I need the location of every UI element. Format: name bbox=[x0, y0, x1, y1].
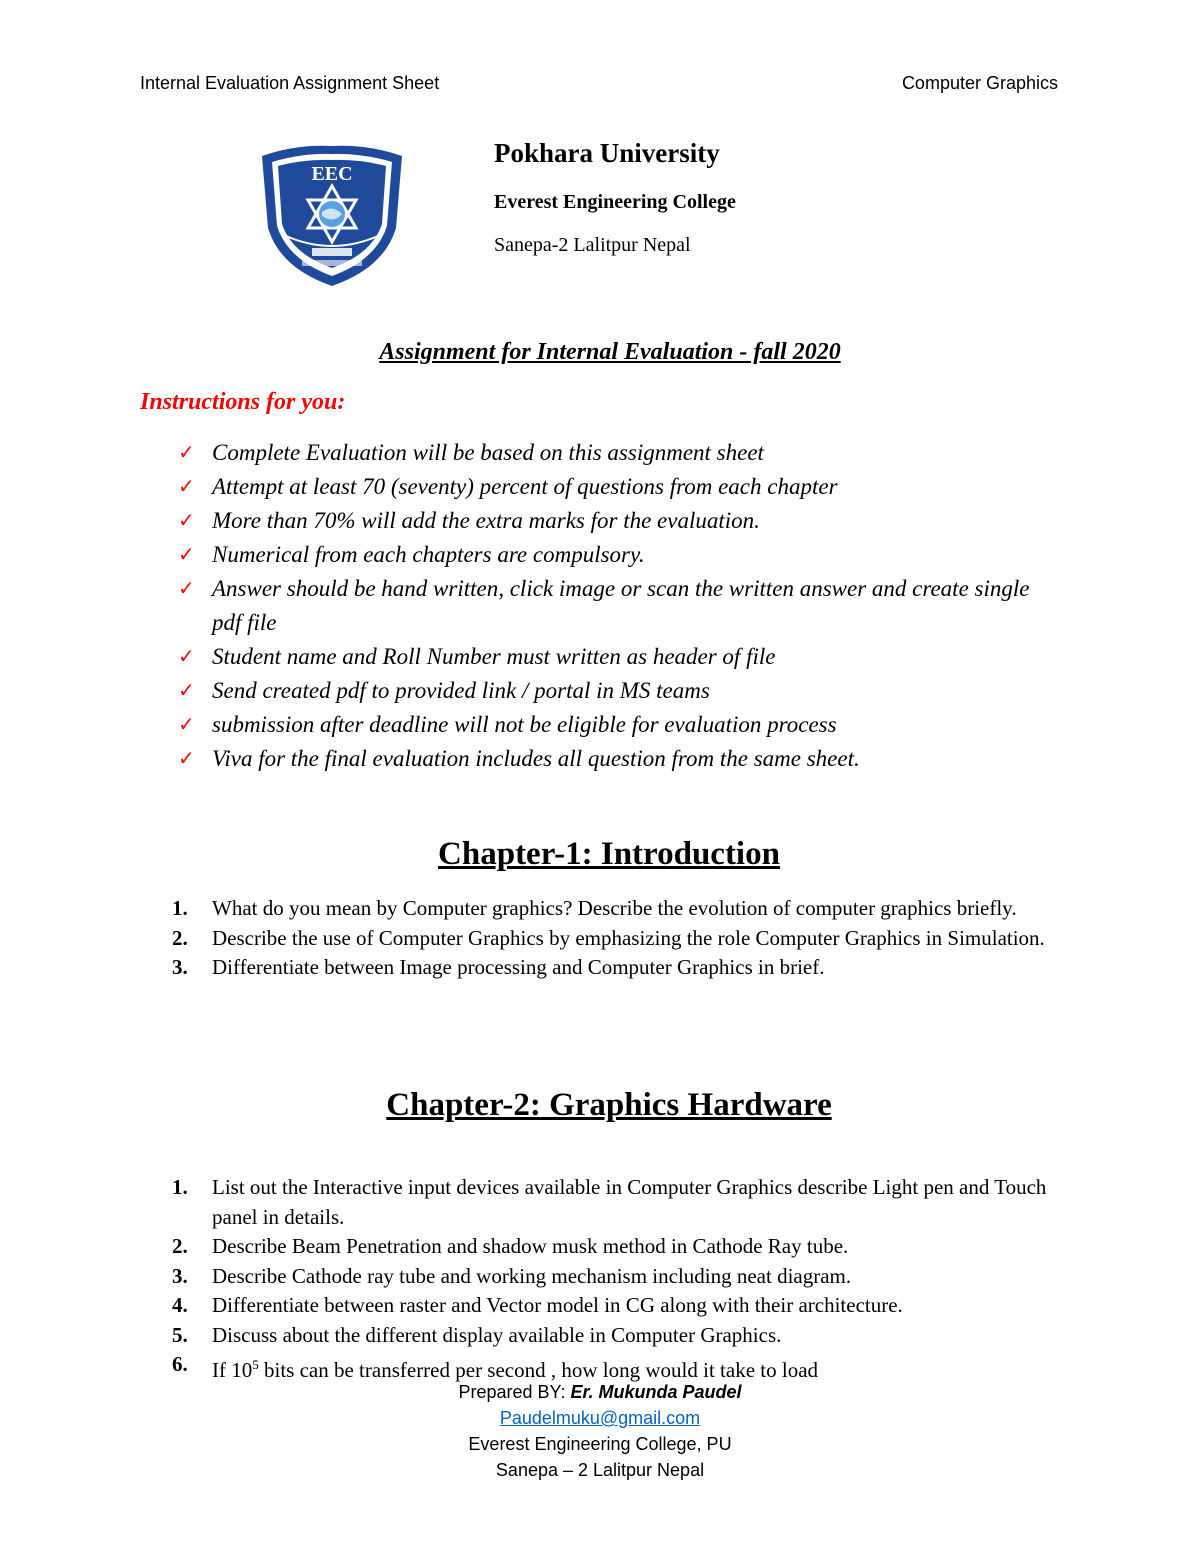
svg-text:EEC: EEC bbox=[311, 163, 353, 185]
question-item: 5. Discuss about the different display available in Computer Graphics. bbox=[172, 1321, 1052, 1351]
question-item: 1. What do you mean by Computer graphics? Describe the evolution of computer graphics briefly. bbox=[172, 894, 1052, 924]
chapter1-title: Chapter-1: Introduction bbox=[438, 836, 780, 872]
instruction-item: ✓ Viva for the final evaluation includes all question from the same sheet. bbox=[178, 742, 1058, 776]
footer-address: Sanepa – 2 Lalitpur Nepal bbox=[495, 1460, 705, 1480]
question-item: 2. Describe Beam Penetration and shadow musk method in Cathode Ray tube. bbox=[172, 1232, 1052, 1262]
question-number: 1. bbox=[172, 896, 188, 920]
check-icon: ✓ bbox=[178, 748, 195, 770]
question-number: 1. bbox=[172, 1175, 188, 1199]
question-number: 2. bbox=[172, 925, 188, 950]
footer-college: Everest Engineering College, PU bbox=[468, 1434, 732, 1454]
page-header-left: Internal Evaluation Assignment Sheet bbox=[140, 73, 440, 93]
instruction-item: ✓ submission after deadline will not be eligible for evaluation process bbox=[178, 708, 1058, 742]
instruction-item: ✓ Attempt at least 70 (seventy) percent of questions from each chapter bbox=[178, 470, 1058, 504]
instruction-item: ✓ Complete Evaluation will be based on this assignment sheet bbox=[178, 436, 1058, 470]
university-block bbox=[494, 140, 736, 255]
instruction-item: ✓ Send created pdf to provided link / portal in MS teams bbox=[178, 674, 1058, 708]
page-header-right: Computer Graphics bbox=[901, 73, 1058, 93]
page-footer bbox=[0, 1379, 1200, 1483]
check-icon: ✓ bbox=[178, 544, 195, 566]
university-name: Pokhara University bbox=[494, 138, 720, 168]
question-number: 2. bbox=[172, 1234, 188, 1258]
college-name: Everest Engineering College bbox=[494, 191, 736, 213]
check-icon: ✓ bbox=[178, 714, 195, 736]
question-item: 2. Describe the use of Computer Graphics by emphasizing the role Computer Graphics in Simulation. bbox=[172, 924, 1052, 954]
check-icon: ✓ bbox=[178, 680, 195, 702]
instruction-item: ✓ Student name and Roll Number must written as header of file bbox=[178, 640, 1058, 674]
college-address: Sanepa-2 Lalitpur Nepal bbox=[494, 234, 691, 256]
check-icon: ✓ bbox=[178, 476, 195, 498]
check-icon: ✓ bbox=[178, 510, 195, 532]
instruction-item: ✓ Answer should be hand written, click image or scan the written answer and create single pdf file bbox=[178, 572, 1058, 640]
question-number: 3. bbox=[172, 1263, 188, 1288]
author-email-link[interactable]: Paudelmuku@gmail.com bbox=[499, 1408, 701, 1428]
college-logo bbox=[256, 136, 408, 288]
check-icon: ✓ bbox=[178, 442, 195, 464]
question-number: 4. bbox=[172, 1293, 188, 1317]
question-item: 3. Differentiate between Image processing and Computer Graphics in brief. bbox=[172, 953, 1052, 983]
question-item: 1. List out the Interactive input devices available in Computer Graphics describe Light pen and Touch panel in details. bbox=[172, 1175, 1047, 1229]
instructions-list bbox=[178, 436, 1058, 776]
question-item: 4. Differentiate between raster and Vector model in CG along with their architecture. bbox=[172, 1291, 1052, 1321]
question-number: 6. bbox=[172, 1352, 188, 1376]
chapter1-questions bbox=[172, 894, 1052, 983]
instructions-title: Instructions for you: bbox=[140, 389, 346, 415]
chapter2-questions bbox=[172, 1173, 1052, 1386]
prepared-by: Prepared BY: Er. Mukunda Paudel bbox=[458, 1382, 742, 1402]
question-number: 5. bbox=[172, 1322, 188, 1347]
check-icon: ✓ bbox=[178, 646, 195, 668]
question-item: 6. If $10^5$ bits can be transferred per second , how long would it take to load bbox=[172, 1352, 819, 1382]
chapter2-title: Chapter-2: Graphics Hardware bbox=[386, 1087, 832, 1123]
instruction-item: ✓ More than 70% will add the extra marks for the evaluation. bbox=[178, 504, 1058, 538]
instruction-item: ✓ Numerical from each chapters are compulsory. bbox=[178, 538, 1058, 572]
author-name: Er. Mukunda Paudel bbox=[570, 1382, 742, 1402]
assignment-title: Assignment for Internal Evaluation - fall 2020 bbox=[379, 339, 841, 365]
question-item: 3. Describe Cathode ray tube and working mechanism including neat diagram. bbox=[172, 1262, 1052, 1292]
question-number: 3. bbox=[172, 955, 188, 979]
check-icon: ✓ bbox=[178, 578, 195, 600]
